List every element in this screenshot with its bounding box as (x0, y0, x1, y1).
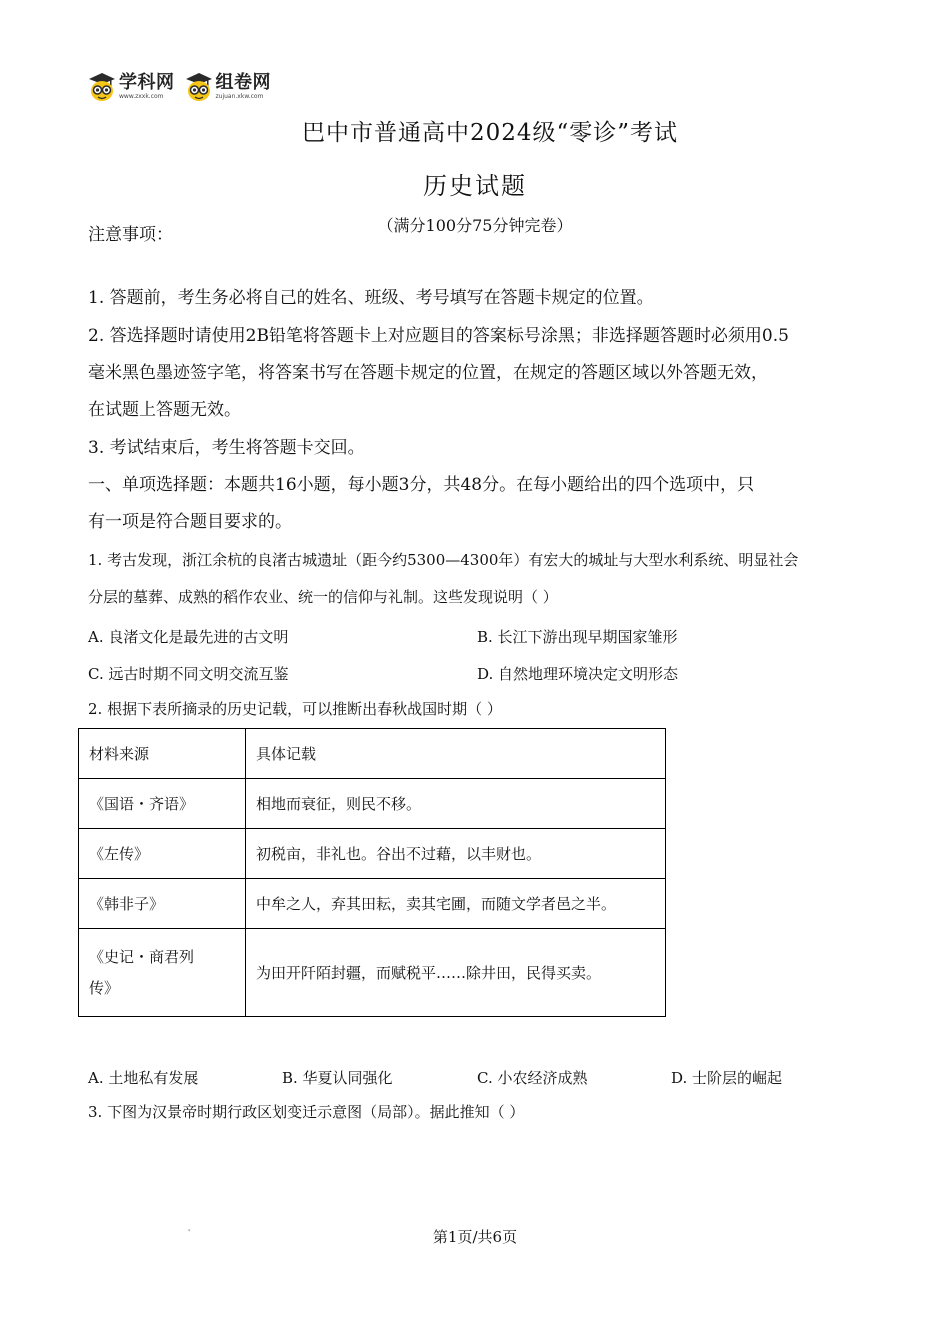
table-header-cell: 材料来源 (79, 729, 246, 779)
question-1-stem: 1. 考古发现，浙江余杭的良渚古城遗址（距今约5300—4300年）有宏大的城址与大型水利系统、明显社会 (88, 551, 799, 569)
notice-item: 毫米黑色墨迹签字笔，将答案书写在答题卡规定的位置，在规定的答题区域以外答题无效， (88, 363, 768, 383)
table-cell-source: 《左传》 (79, 829, 246, 879)
footer-mark: ' (188, 1228, 191, 1237)
table-header-row (79, 729, 666, 779)
table-cell-source (79, 929, 246, 1017)
table-cell-record: 初税亩，非礼也。谷出不过藉，以丰财也。 (246, 829, 666, 879)
notice-item: 1. 答题前，考生务必将自己的姓名、班级、考号填写在答题卡规定的位置。 (88, 288, 654, 308)
page-number: 第1页/共6页 (432, 1228, 518, 1246)
q1-option-b: B. 长江下游出现早期国家雏形 (477, 628, 678, 646)
logo-url: www.zxxk.com (119, 93, 164, 100)
source-line: 传》 (89, 978, 120, 997)
notice-item: 2. 答选择题时请使用2B铅笔将答题卡上对应题目的答案标号涂黑；非选择题答题时必须用0.5 (88, 326, 789, 346)
table-row (79, 879, 666, 929)
table-row (79, 829, 666, 879)
zujuanwang-logo (185, 72, 272, 102)
logo-url: zujuan.xkw.com (215, 93, 264, 100)
table-cell-record: 为田开阡陌封疆，而赋税平……除井田，民得买卖。 (246, 929, 666, 1017)
subject-title: 历史试题 (423, 172, 527, 200)
logo-name: 组卷网 (215, 72, 271, 93)
table-header-cell: 具体记载 (246, 729, 666, 779)
question-2-stem: 2. 根据下表所摘录的历史记载，可以推断出春秋战国时期（ ） (88, 700, 502, 718)
table-cell-record: 中牟之人，弃其田耘，卖其宅圃，而随文学者邑之半。 (246, 879, 666, 929)
exam-title: 巴中市普通高中2024级“零诊”考试 (301, 120, 679, 146)
section-heading-cont: 有一项是符合题目要求的。 (88, 512, 292, 532)
q1-option-d: D. 自然地理环境决定文明形态 (477, 665, 679, 683)
history-records-table (78, 728, 666, 1017)
xuekewang-logo (88, 72, 175, 102)
q2-option-c: C. 小农经济成熟 (477, 1069, 588, 1087)
logo-bar (88, 70, 271, 104)
notice-heading: 注意事项： (88, 225, 173, 245)
exam-note: （满分100分75分钟完卷） (377, 216, 573, 235)
table-cell-source: 《韩非子》 (79, 879, 246, 929)
question-1-stem-cont: 分层的墓葬、成熟的稻作农业、统一的信仰与礼制。这些发现说明（ ） (88, 588, 558, 606)
source-line: 《史记・商君列 (89, 947, 195, 966)
table-cell-record: 相地而衰征，则民不移。 (246, 779, 666, 829)
table-row (79, 779, 666, 829)
q2-option-a: A. 土地私有发展 (88, 1069, 199, 1087)
section-heading: 一、单项选择题：本题共16小题，每小题3分，共48分。在每小题给出的四个选项中，只 (88, 475, 755, 495)
question-3-stem: 3. 下图为汉景帝时期行政区划变迁示意图（局部）。据此推知（ ） (88, 1103, 525, 1121)
q2-option-b: B. 华夏认同强化 (282, 1069, 393, 1087)
notice-item: 3. 考试结束后，考生将答题卡交回。 (88, 438, 365, 458)
q1-option-a: A. 良渚文化是最先进的古文明 (88, 628, 289, 646)
q1-option-c: C. 远古时期不同文明交流互鉴 (88, 665, 289, 683)
q2-option-d: D. 士阶层的崛起 (671, 1069, 783, 1087)
notice-item: 在试题上答题无效。 (88, 400, 241, 420)
table-row (79, 929, 666, 1017)
table-cell-source: 《国语・齐语》 (79, 779, 246, 829)
logo-name: 学科网 (119, 72, 175, 93)
owl-mascot-icon (185, 72, 213, 102)
owl-mascot-icon (88, 72, 116, 102)
